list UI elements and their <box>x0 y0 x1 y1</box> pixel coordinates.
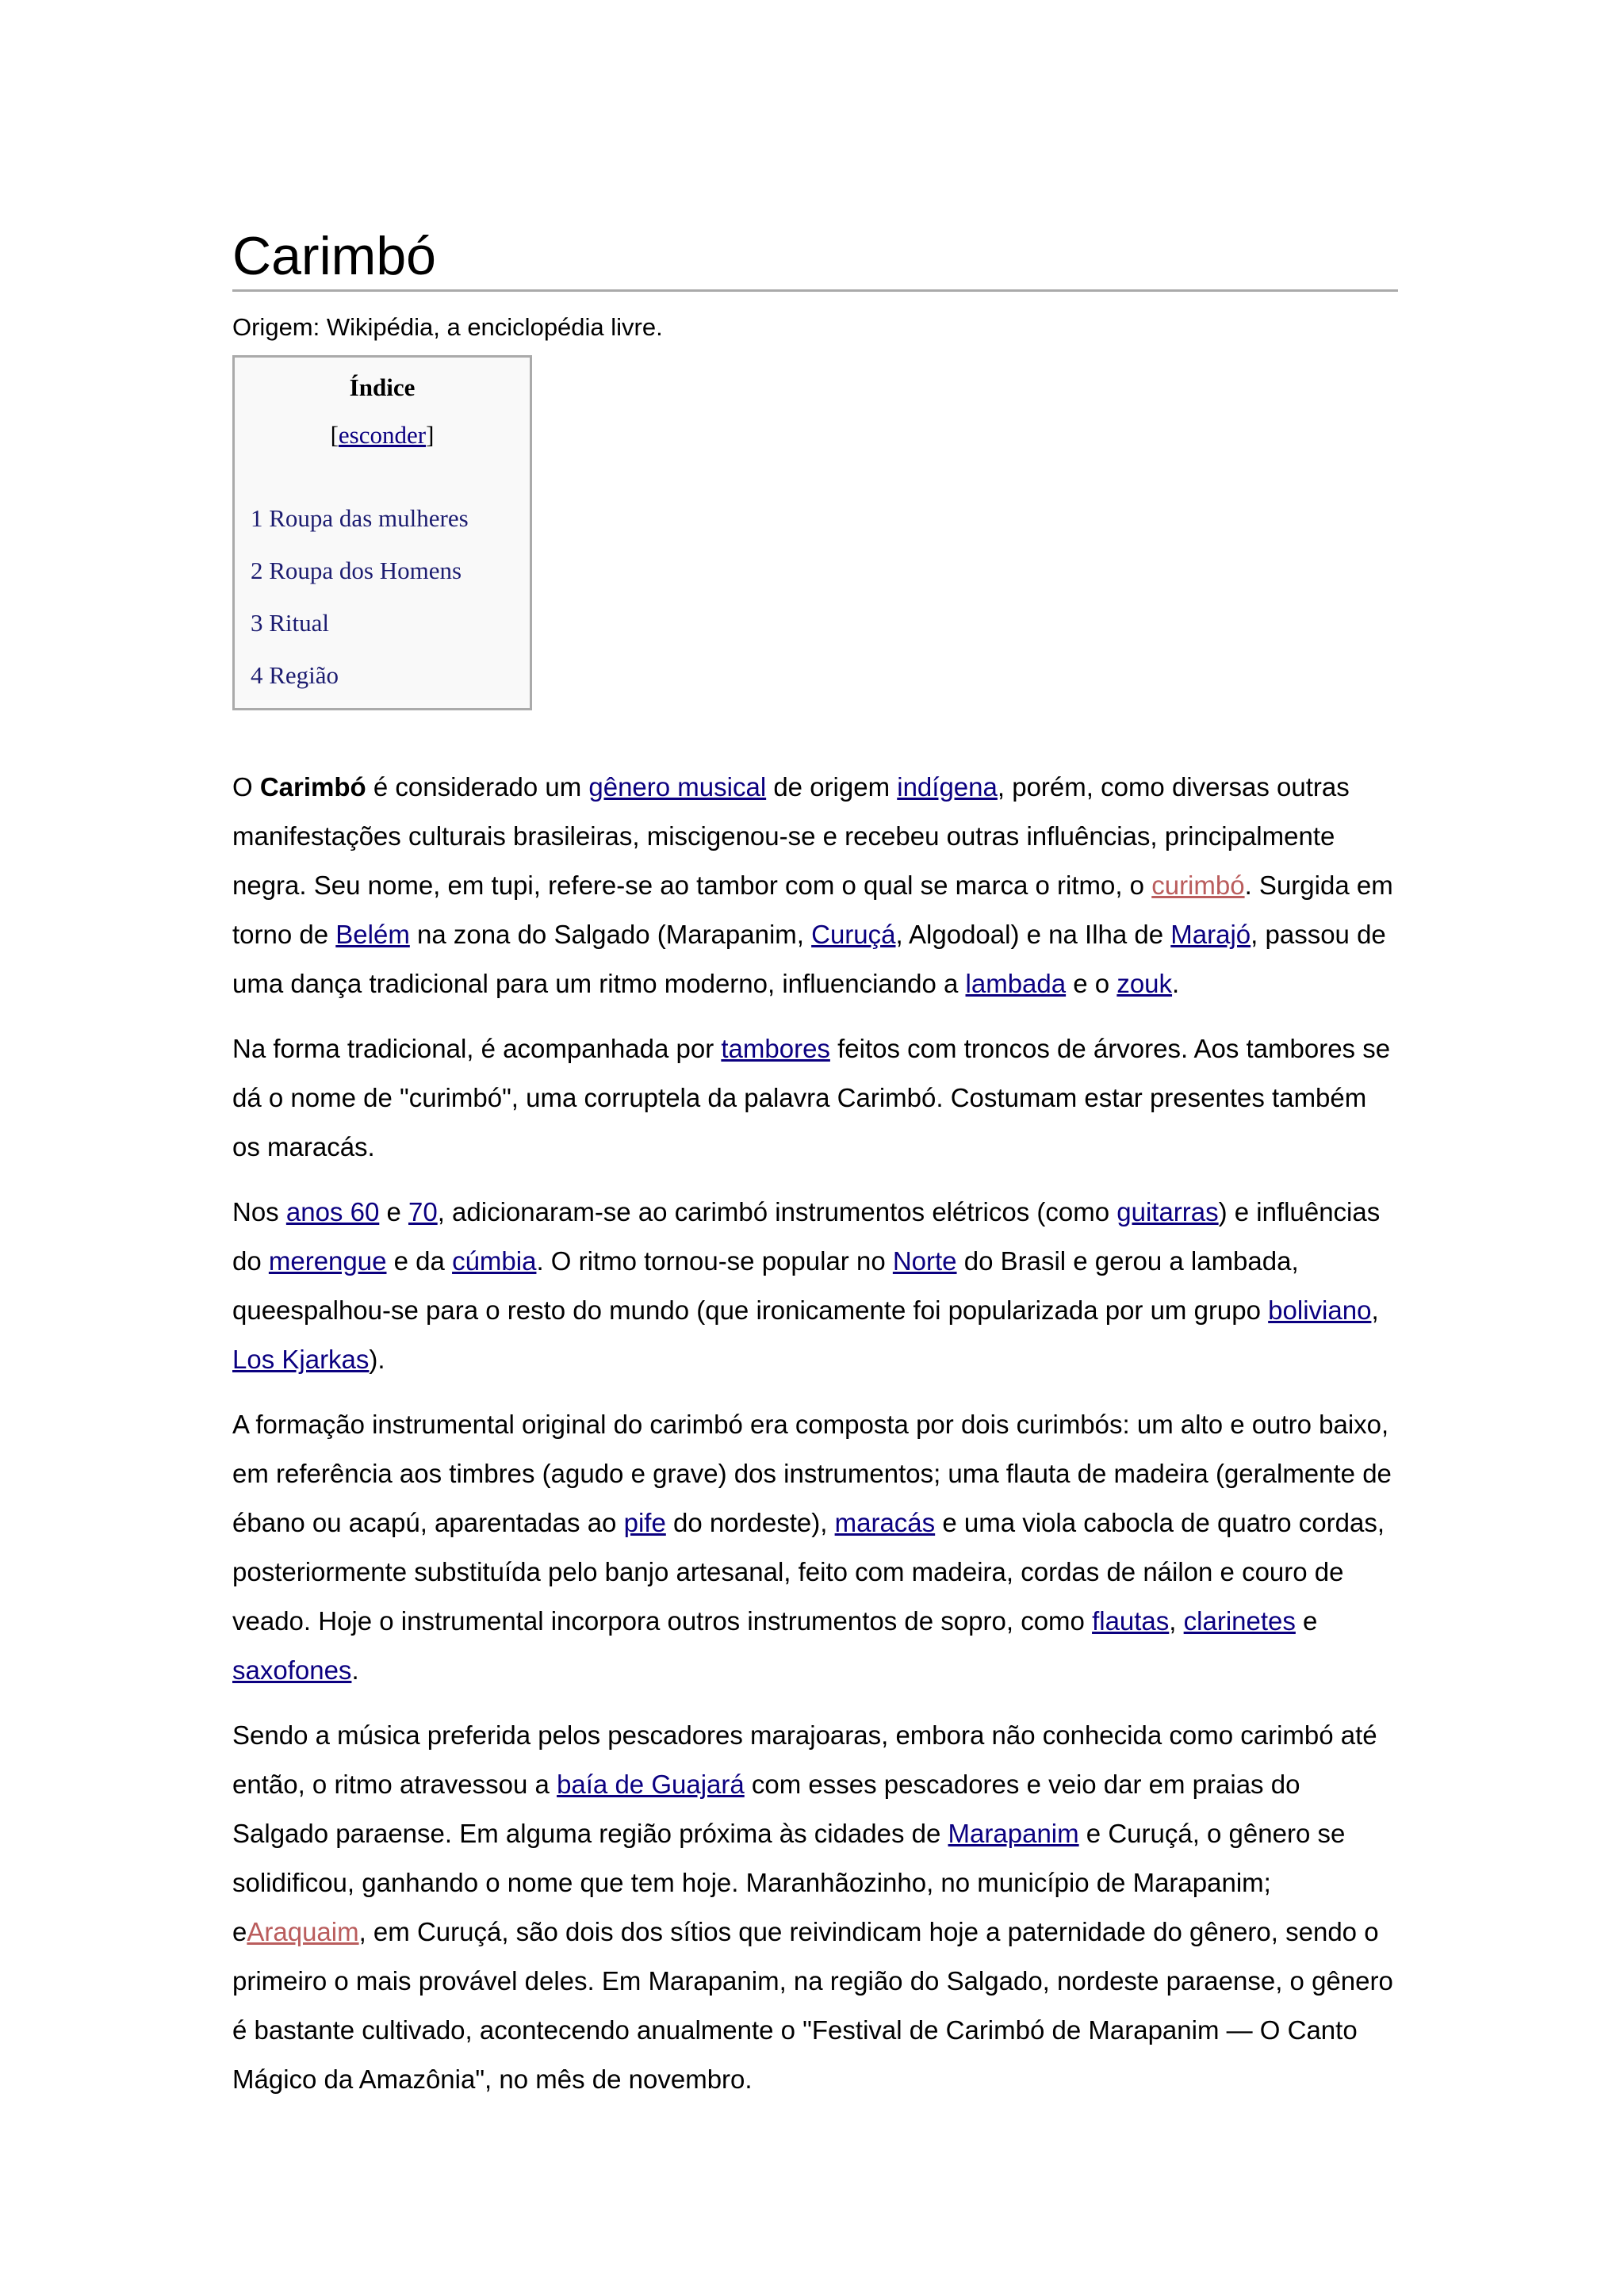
text: ) e influências do <box>232 1197 1381 1276</box>
text: feitos com troncos de árvores. Aos tambores se dá o nome de "curimbó", uma corruptela da palavra Carimbó. Costumam estar presentes também os maracás. <box>232 1034 1391 1161</box>
toc-title: Índice <box>349 373 416 401</box>
text: , adicionaram-se ao carimbó instrumentos elétricos (como <box>437 1197 1117 1226</box>
link-curimbo[interactable]: curimbó <box>1151 871 1245 900</box>
toc-hide-link[interactable]: esconder <box>338 421 427 449</box>
toc-link-roupa-mulheres[interactable]: 1 Roupa das mulheres <box>251 504 469 532</box>
text: e da <box>386 1246 453 1276</box>
link-tambores[interactable]: tambores <box>721 1034 830 1063</box>
text: . <box>351 1655 359 1685</box>
text: O <box>232 772 260 802</box>
toc-item <box>251 555 469 607</box>
toc-link-ritual[interactable]: 3 Ritual <box>251 609 330 637</box>
link-los-kjarkas[interactable]: Los Kjarkas <box>232 1345 370 1374</box>
link-belem[interactable]: Belém <box>335 920 410 949</box>
text: e <box>379 1197 408 1226</box>
paragraph-modern <box>232 1188 1398 1384</box>
page-subtitle: Origem: Wikipédia, a enciclopédia livre. <box>232 313 663 341</box>
text: A formação instrumental original do carimbó era composta por dois curimbós: um alto e outro baixo, em referência aos timbres (agudo e grave) dos instrumentos; uma flauta de madeira (geralmente de ébano ou acapú, aparentadas ao <box>232 1410 1392 1537</box>
link-genero-musical[interactable]: gênero musical <box>588 772 767 802</box>
table-of-contents <box>232 355 532 710</box>
text: , porém, como diversas outras manifestações culturais brasileiras, miscigenou-se e recebeu outras influências, principalmente negra. Seu nome, em tupi, refere-se ao tambor com o qual se marca o ritmo, o <box>232 772 1350 900</box>
text: . O ritmo tornou-se popular no <box>536 1246 893 1276</box>
article-content <box>232 224 1398 2120</box>
link-anos-60[interactable]: anos 60 <box>285 1197 380 1226</box>
text: . Surgida em torno de <box>232 871 1393 949</box>
text: . <box>1172 969 1180 998</box>
link-lambada[interactable]: lambada <box>965 969 1067 998</box>
text: de origem <box>766 772 898 802</box>
text: Nos <box>232 1197 286 1226</box>
text: e <box>1295 1606 1318 1636</box>
bold-term: Carimbó <box>259 772 366 802</box>
text: , em Curuçá, são dois dos sítios que reivindicam hoje a paternidade do gênero, sendo o primeiro o mais provável deles. Em Marapanim, na região do Salgado, nordeste paraense, o gênero é bastante cultivado, acontecendo anualmente o "Festival de Carimbó de Marapanim — O Canto Mágico da Amazônia", no mês de novembro. <box>232 1917 1393 2094</box>
link-baia-de-guajara[interactable]: baía de Guajará <box>557 1770 745 1799</box>
text: Sendo a música preferida pelos pescadores marajoaras, embora não conhecida como carimbó até então, o ritmo atravessou a <box>232 1720 1377 1799</box>
toc-bracket-open: [ <box>330 421 339 449</box>
toc-item <box>251 607 469 660</box>
link-norte[interactable]: Norte <box>892 1246 957 1276</box>
text: na zona do Salgado (Marapanim, <box>409 920 812 949</box>
link-70[interactable]: 70 <box>408 1197 438 1226</box>
link-guitarras[interactable]: guitarras <box>1116 1197 1219 1226</box>
article-body <box>232 763 1398 2104</box>
link-clarinetes[interactable]: clarinetes <box>1183 1606 1296 1636</box>
link-cumbia[interactable]: cúmbia <box>452 1246 537 1276</box>
link-maracas[interactable]: maracás <box>834 1508 936 1537</box>
text: ). <box>369 1345 385 1374</box>
page-title: Carimbó <box>232 224 1398 292</box>
toc-item <box>251 503 469 555</box>
toc-bracket-close: ] <box>426 421 435 449</box>
link-boliviano[interactable]: boliviano <box>1268 1295 1372 1325</box>
text: e o <box>1066 969 1117 998</box>
link-saxofones[interactable]: saxofones <box>232 1655 352 1685</box>
text: e uma viola cabocla de quatro cordas, posteriormente substituída pelo banjo artesanal, feito com madeira, cordas de náilon e couro de veado. Hoje o instrumental incorpora outros instrumentos de sopro, como <box>232 1508 1385 1636</box>
toc-item <box>251 660 469 712</box>
text: , Algodoal) e na Ilha de <box>895 920 1171 949</box>
link-marajo[interactable]: Marajó <box>1170 920 1251 949</box>
link-curuca[interactable]: Curuçá <box>811 920 896 949</box>
text: com esses pescadores e veio dar em praias do Salgado paraense. Em alguma região próxima às cidades de <box>232 1770 1300 1848</box>
toc-list <box>251 503 469 712</box>
text: e Curuçá, o gênero se solidificou, ganhando o nome que tem hoje. Maranhãozinho, no município de Marapanim; e <box>232 1819 1346 1946</box>
paragraph-instruments <box>232 1400 1398 1695</box>
paragraph-traditional <box>232 1024 1398 1172</box>
link-merengue[interactable]: merengue <box>268 1246 387 1276</box>
text: , <box>1169 1606 1184 1636</box>
text: do Brasil e gerou a lambada, queespalhou-se para o resto do mundo (que ironicamente foi popularizada por um grupo <box>232 1246 1299 1325</box>
text: Na forma tradicional, é acompanhada por <box>232 1034 722 1063</box>
toc-toggle <box>235 421 530 450</box>
text: é considerado um <box>366 772 589 802</box>
toc-link-regiao[interactable]: 4 Região <box>251 661 339 689</box>
paragraph-history <box>232 1711 1398 2104</box>
toc-link-roupa-homens[interactable]: 2 Roupa dos Homens <box>251 557 462 584</box>
text: do nordeste), <box>665 1508 835 1537</box>
text: , <box>1371 1295 1379 1325</box>
link-flautas[interactable]: flautas <box>1092 1606 1170 1636</box>
text: , passou de uma dança tradicional para um ritmo moderno, influenciando a <box>232 920 1386 998</box>
link-pife[interactable]: pife <box>623 1508 666 1537</box>
link-indigena[interactable]: indígena <box>897 772 998 802</box>
paragraph-intro <box>232 763 1398 1008</box>
link-marapanim[interactable]: Marapanim <box>948 1819 1079 1848</box>
link-araquaim[interactable]: Araquaim <box>247 1917 359 1946</box>
link-zouk[interactable]: zouk <box>1116 969 1173 998</box>
